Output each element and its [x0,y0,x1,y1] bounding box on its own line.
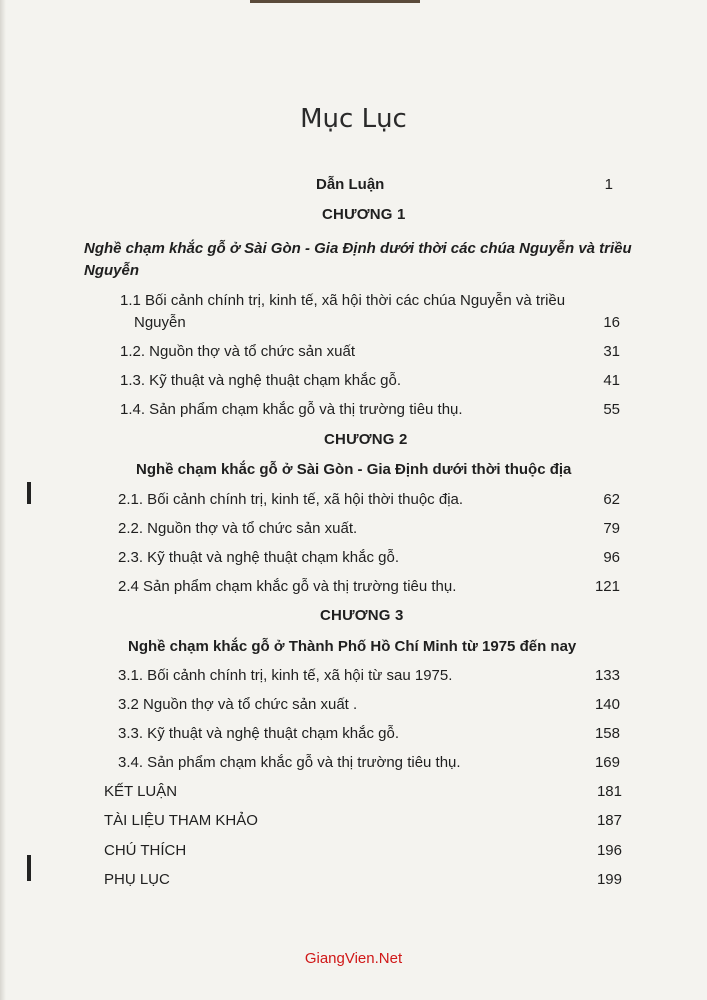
toc-back-page: 196 [596,842,622,859]
toc-item-page: 55 [603,401,620,418]
toc-back-item: PHỤ LỤC [104,871,170,888]
toc-back-item: KẾT LUẬN [104,783,178,800]
toc-item: 2.4 Sản phẩm chạm khắc gỗ và thị trường tiêu thụ. [118,578,457,595]
toc-item-page: 41 [603,372,620,389]
toc-item: 3.2 Nguồn thợ và tổ chức sản xuất . [118,696,358,713]
chapter-heading-cont: Nguyễn [84,262,140,279]
toc-item-page: 121 [594,578,620,595]
toc-intro-label: Dẫn Luận [316,176,385,193]
toc-item: 1.1 Bối cảnh chính trị, kinh tế, xã hội thời các chúa Nguyễn và triều [120,292,566,309]
toc-item-page: 16 [603,314,620,331]
watermark-link[interactable]: GiangVien.Net [304,950,403,967]
toc-item: 2.1. Bối cảnh chính trị, kinh tế, xã hội thời thuộc địa. [118,491,464,508]
toc-item: 3.3. Kỹ thuật và nghệ thuật chạm khắc gỗ. [118,725,400,742]
toc-item: 2.2. Nguồn thợ và tổ chức sản xuất. [118,520,358,537]
toc-item-page: 96 [603,549,620,566]
toc-item: 1.2. Nguồn thợ và tổ chức sản xuất [120,343,356,360]
toc-back-item: CHÚ THÍCH [104,842,187,859]
toc-item: 1.3. Kỹ thuật và nghệ thuật chạm khắc gỗ. [120,372,402,389]
chapter-label: CHƯƠNG 1 [322,206,406,223]
page-top-edge [250,0,420,3]
toc-item-page: 158 [594,725,620,742]
chapter-heading: Nghề chạm khắc gỗ ở Sài Gòn - Gia Định dưới thời các chúa Nguyễn và triều [84,240,632,257]
toc-back-page: 181 [596,783,622,800]
toc-item-page: 79 [603,520,620,537]
scan-mark [27,482,31,504]
toc-item-cont: Nguyễn [134,314,186,331]
toc-back-page: 187 [596,812,622,829]
toc-item: 2.3. Kỹ thuật và nghệ thuật chạm khắc gỗ. [118,549,400,566]
toc-item-page: 140 [594,696,620,713]
toc-item: 1.4. Sản phẩm chạm khắc gỗ và thị trường tiêu thụ. [120,401,463,418]
toc-intro-page: 1 [604,176,613,193]
page-title: Mục Lục [300,104,407,134]
page-edge [0,0,6,1000]
chapter-label: CHƯƠNG 2 [324,431,408,448]
toc-item-page: 31 [603,343,620,360]
toc-item-page: 133 [594,667,620,684]
toc-back-item: TÀI LIỆU THAM KHẢO [104,812,258,829]
chapter-label: CHƯƠNG 3 [320,607,404,624]
toc-item-page: 169 [594,754,620,771]
scan-mark [27,855,31,881]
toc-back-page: 199 [596,871,622,888]
toc-item: 3.4. Sản phẩm chạm khắc gỗ và thị trường tiêu thụ. [118,754,461,771]
chapter-heading: Nghề chạm khắc gỗ ở Sài Gòn - Gia Định dưới thời thuộc địa [136,461,572,478]
toc-item: 3.1. Bối cảnh chính trị, kinh tế, xã hội từ sau 1975. [118,667,453,684]
toc-item-page: 62 [603,491,620,508]
chapter-heading: Nghề chạm khắc gỗ ở Thành Phố Hồ Chí Minh từ 1975 đến nay [128,638,577,655]
